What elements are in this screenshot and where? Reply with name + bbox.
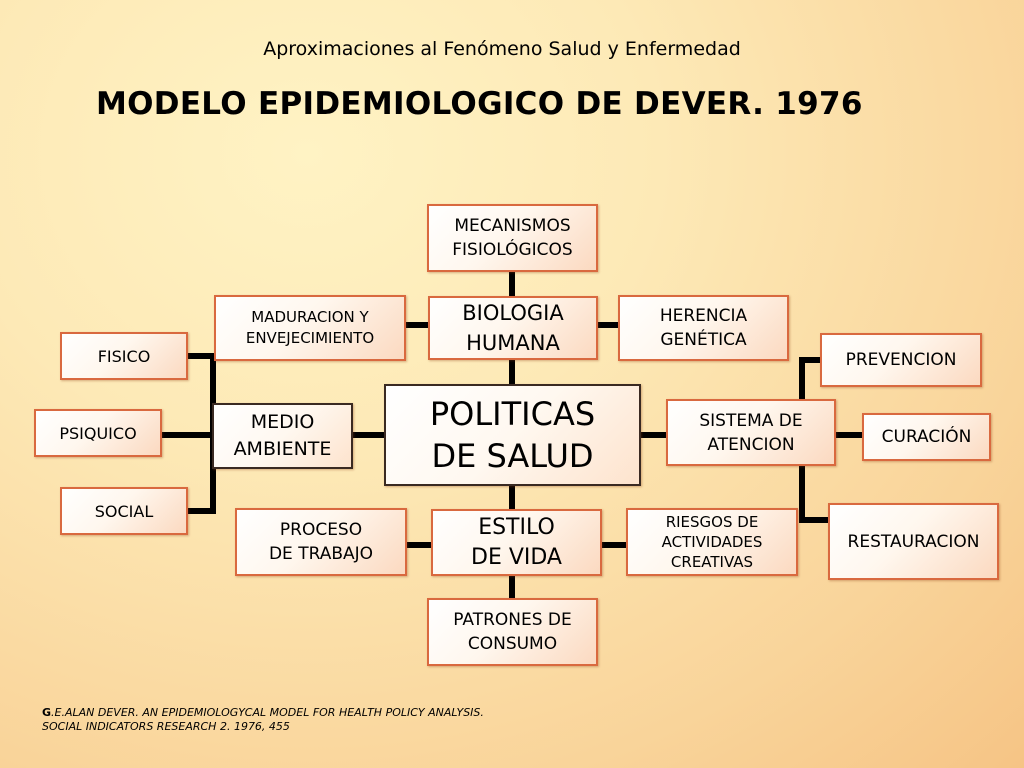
node-curacion: CURACIÓN — [862, 413, 991, 461]
node-restauracion: RESTAURACION — [828, 503, 999, 580]
node-fisico: FISICO — [60, 332, 188, 380]
node-biologia-humana: BIOLOGIA HUMANA — [428, 296, 598, 360]
reference-line-2: SOCIAL INDICATORS RESEARCH 2. 1976, 455 — [42, 720, 290, 733]
reference-line-1 — [42, 706, 484, 720]
node-medio-ambiente: MEDIO AMBIENTE — [212, 403, 353, 469]
presentation-subtitle: Aproximaciones al Fenómeno Salud y Enfermedad — [263, 38, 741, 60]
node-politicas-de-salud: POLITICAS DE SALUD — [384, 384, 641, 486]
node-patrones-de-consumo: PATRONES DE CONSUMO — [427, 598, 598, 666]
page-title: MODELO EPIDEMIOLOGICO DE DEVER. 1976 — [96, 86, 863, 122]
bibliographic-reference — [42, 706, 484, 734]
node-estilo-de-vida: ESTILO DE VIDA — [431, 509, 602, 576]
node-social: SOCIAL — [60, 487, 188, 535]
reference-initial: G — [42, 706, 52, 719]
node-prevencion: PREVENCION — [820, 333, 982, 387]
node-maduracion-envejecimiento: MADURACION Y ENVEJECIMIENTO — [214, 295, 406, 361]
node-mecanismos-fisiologicos: MECANISMOS FISIOLÓGICOS — [427, 204, 598, 272]
node-sistema-de-atencion: SISTEMA DE ATENCION — [666, 399, 836, 466]
node-proceso-de-trabajo: PROCESO DE TRABAJO — [235, 508, 407, 576]
reference-line-1-text: .E.ALAN DEVER. AN EPIDEMIOLOGYCAL MODEL FOR HEALTH POLICY ANALYSIS. — [51, 706, 484, 719]
node-herencia-genetica: HERENCIA GENÉTICA — [618, 295, 789, 361]
node-psiquico: PSIQUICO — [34, 409, 162, 457]
node-riesgos-actividades-creativas: RIESGOS DE ACTIVIDADES CREATIVAS — [626, 508, 798, 576]
